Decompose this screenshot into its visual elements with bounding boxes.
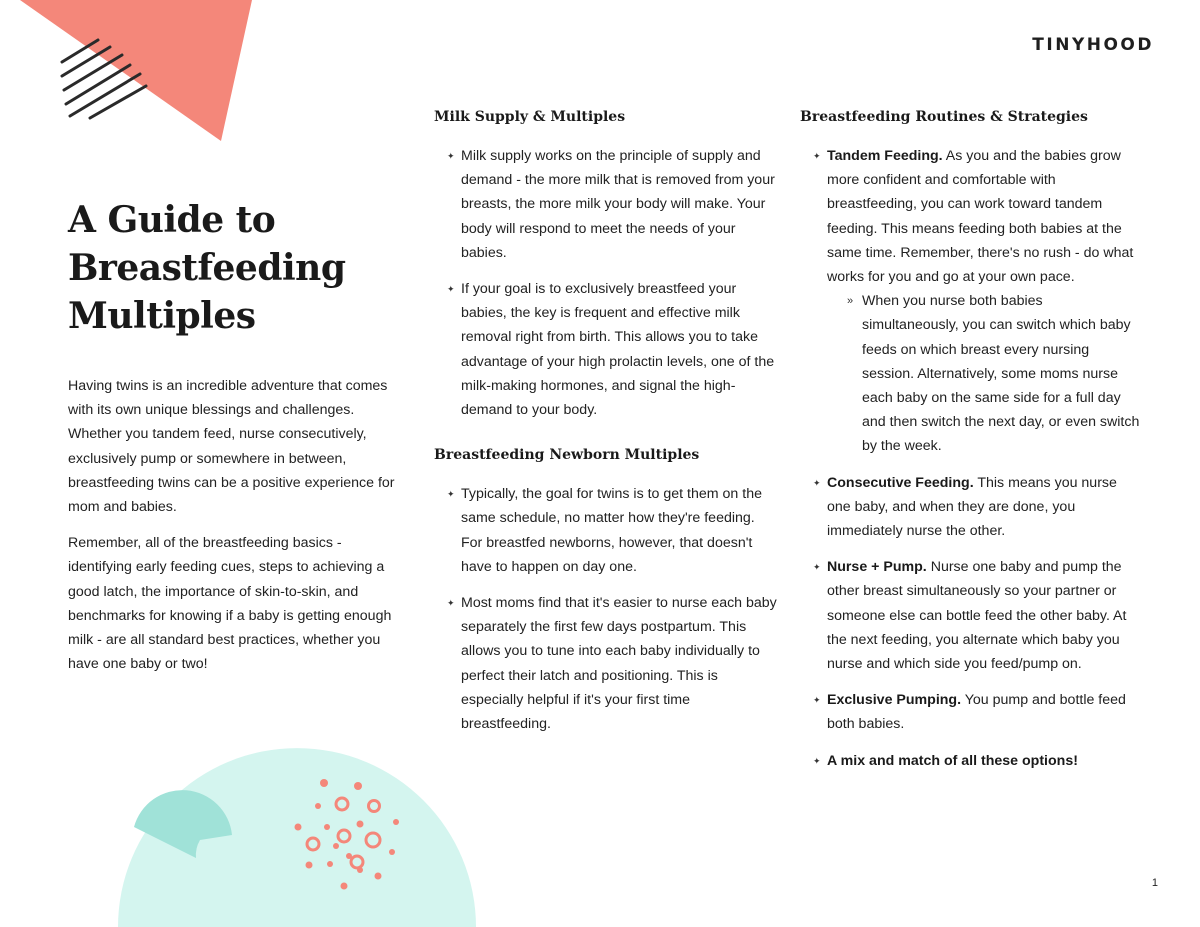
list-item-text: This means you nurse one baby, and when they are done, you immediately nurse the other. bbox=[827, 474, 1117, 540]
newborn-multiples-list bbox=[434, 482, 779, 736]
bullet-icon: ✦ bbox=[813, 151, 821, 161]
brand-logo: TINYHOOD bbox=[1032, 35, 1154, 55]
sub-bullet-icon: » bbox=[847, 295, 854, 308]
bullet-icon: ✦ bbox=[813, 695, 821, 706]
list-item bbox=[434, 591, 779, 736]
list-item-text: Milk supply works on the principle of supply and demand - the more milk that is removed from your breasts, the more milk your body will make. Your body will respond to meet the needs of your babies. bbox=[461, 148, 775, 261]
section-heading-milk-supply: Milk Supply & Multiples bbox=[434, 109, 626, 125]
milk-supply-list bbox=[434, 144, 779, 422]
list-item-bold: Tandem Feeding. bbox=[827, 148, 943, 164]
list-item-bold: Exclusive Pumping. bbox=[827, 692, 962, 709]
list-item bbox=[800, 749, 1140, 773]
title-line: Breastfeeding bbox=[68, 247, 346, 289]
list-item-text: You pump and bottle feed both babies. bbox=[827, 692, 1126, 733]
list-item bbox=[434, 277, 779, 422]
list-item-text: Nurse one baby and pump the other breast simultaneously so your partner or someone else can bottle feed the other baby. At the next feeding, you alternate which baby you nurse and which side you feed/pump on. bbox=[827, 559, 1127, 673]
list-item bbox=[434, 144, 779, 265]
list-item bbox=[434, 482, 779, 579]
list-item-bold: A mix and match of all these options! bbox=[827, 752, 1078, 769]
list-item bbox=[800, 144, 1140, 459]
section-heading-newborn-multiples: Breastfeeding Newborn Multiples bbox=[434, 447, 700, 464]
bullet-icon: ✦ bbox=[813, 477, 821, 488]
bullet-icon: ✦ bbox=[813, 562, 821, 573]
list-item-text: If your goal is to exclusively breastfeed your babies, the key is frequent and effective milk removal right from birth. This allows you to take advantage of your high prolactin levels, one of the milk-making hormones, and signal the high-demand to your body. bbox=[461, 281, 775, 419]
section-heading-routines: Breastfeeding Routines & Strategies bbox=[800, 109, 1088, 125]
list-item bbox=[800, 688, 1140, 736]
coral-triangle bbox=[20, 0, 252, 141]
list-item-text: Most moms find that it's easier to nurse each baby separately the first few days postpartum. This allows you to tune into each baby individually to perfect their latch and positioning. This is especially helpful if it's your first time breastfeeding. bbox=[461, 595, 777, 733]
sub-list-item-text: When you nurse both babies simultaneously, you can switch which baby feeds on which breast every nursing session. Alternatively, some moms nurse each baby on the same side for a full day and then switch the next day, or even switch by the week. bbox=[862, 293, 1140, 455]
sub-list-item bbox=[827, 289, 1140, 458]
intro-paragraph: Remember, all of the breastfeeding basics - identifying early feeding cues, steps to achieving a good latch, the importance of skin-to-skin, and benchmarks for knowing if a baby is getting enough milk - are all standard best practices, whether you have one baby or two! bbox=[68, 535, 392, 673]
title-line: Multiples bbox=[68, 295, 256, 337]
list-item-bold: Nurse + Pump. bbox=[827, 559, 927, 576]
bullet-icon: ✦ bbox=[447, 598, 455, 609]
sub-list bbox=[827, 289, 1140, 458]
page-number: 1 bbox=[1151, 877, 1158, 889]
page-title bbox=[68, 196, 398, 340]
routines-list bbox=[800, 144, 1140, 773]
bullet-icon: ✦ bbox=[447, 489, 455, 500]
title-line: A Guide to bbox=[68, 199, 276, 241]
list-item bbox=[800, 555, 1140, 676]
list-item-bold: Consecutive Feeding. bbox=[827, 474, 974, 491]
bullet-icon: ✦ bbox=[447, 284, 455, 295]
intro-paragraph: Having twins is an incredible adventure that comes with its own unique blessings and challenges. Whether you tandem feed, nurse consecutively, exclusively pump or somewhere in between, breastfeeding twins can be a positive experience for mom and babies. bbox=[68, 378, 395, 516]
intro-text bbox=[68, 374, 408, 688]
bullet-icon: ✦ bbox=[447, 151, 455, 161]
middle-column bbox=[434, 106, 779, 748]
list-item-text: Typically, the goal for twins is to get them on the same schedule, no matter how they're feeding. For breastfed newborns, however, that doesn't have to happen on day one. bbox=[461, 486, 762, 575]
list-item-text: As you and the babies grow more confident and comfortable with breastfeeding, you can work toward tandem feeding. This means feeding both babies at the same time. Remember, there's no rush - do what works for you and go at your own pace. bbox=[827, 148, 1134, 286]
list-item bbox=[800, 471, 1140, 544]
bullet-icon: ✦ bbox=[813, 755, 821, 766]
right-column bbox=[800, 106, 1140, 785]
